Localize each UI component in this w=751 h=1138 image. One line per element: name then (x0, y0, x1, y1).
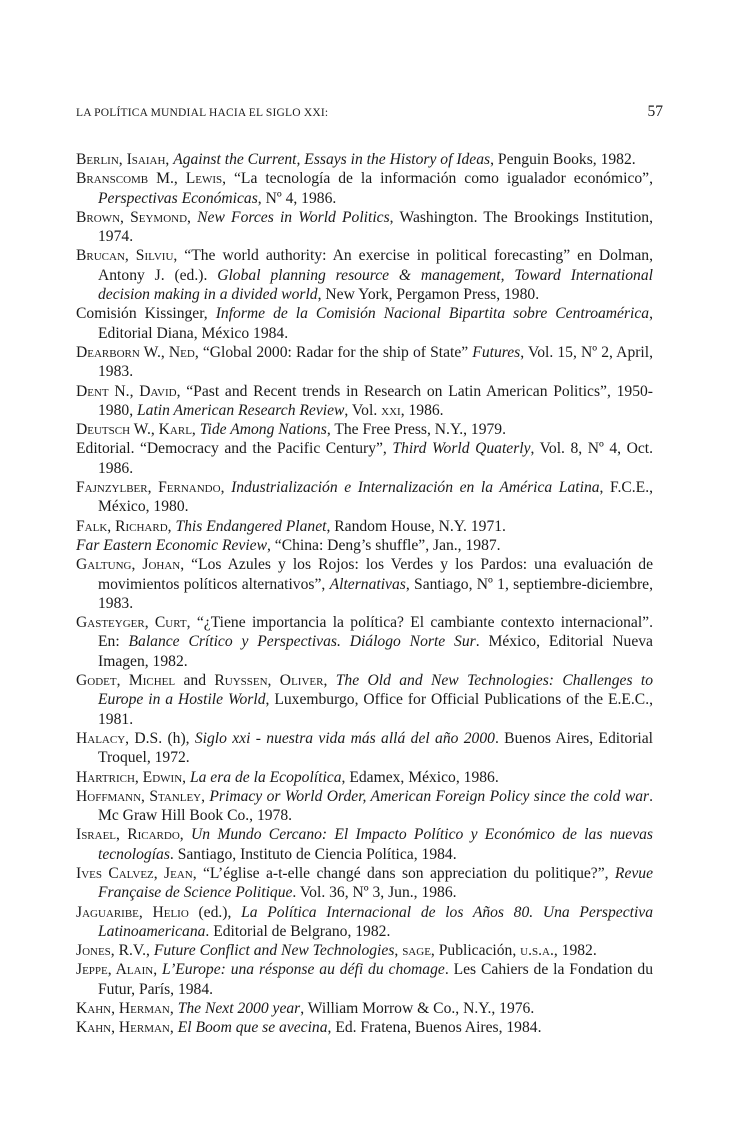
entry-author: Brucan, Silviu (76, 247, 174, 265)
entry-title: Global planning resource & management, Toward International decision making in a divided world (98, 266, 653, 304)
bibliography-entry (76, 1018, 653, 1037)
entry-title: Perspectivas Económicas (98, 189, 258, 207)
entry-title: New Forces in World Politics (197, 208, 390, 226)
bibliography-entry (76, 382, 653, 421)
entry-title: Balance Crítico y Perspectivas. Diálogo Norte Sur (128, 633, 476, 651)
entry-title: Informe de la Comisión Nacional Bipartita sobre Centroamérica (215, 305, 650, 323)
entry-text: , (169, 1000, 178, 1018)
entry-title: L’Europe: una résponse au défi du chomage (162, 961, 445, 979)
entry-title: La Política Internacional de los Años 80. Una Perspectiva Latinoamericana (98, 903, 653, 940)
bibliography-entry (76, 613, 653, 671)
entry-text: , D.S. (h), (125, 729, 195, 747)
entry-author: Falk, Richard (76, 517, 168, 535)
running-head-title: LA POLÍTICA MUNDIAL HACIA EL SIGLO XXI: (76, 107, 329, 119)
entry-title: Primacy or World Order, American Foreign Policy since the cold war (209, 787, 650, 805)
entry-text: M., (148, 170, 186, 188)
entry-text: W., (130, 421, 159, 439)
entry-text: , (153, 961, 162, 979)
bibliography-list (76, 150, 653, 1038)
entry-title: Futures (472, 343, 521, 361)
entry-author: Godet, Michel (76, 672, 176, 690)
entry-title: The Old and New Technologies: Challenges to Europe in a Hostile World (98, 672, 653, 709)
entry-text: , Edamex, México, 1986. (341, 768, 499, 786)
entry-author: Israel, Ricardo (76, 826, 180, 844)
entry-text: , Editorial Diana, México 1984. (98, 305, 653, 342)
entry-author: Brown, Seymond (76, 208, 188, 226)
entry-text: and (175, 672, 215, 690)
entry-title: Far Eastern Economic Review (76, 536, 267, 554)
entry-title: The Next 2000 year (177, 1000, 301, 1018)
entry-text: . México, Editorial Nueva Imagen, 1982. (98, 633, 653, 670)
bibliography-entry (76, 864, 653, 903)
entry-text: , William Morrow & Co., N.Y., 1976. (300, 1000, 535, 1018)
bibliography-entry (76, 903, 653, 942)
entry-title: Alternativas (329, 575, 406, 593)
entry-text: , Nº 4, 1986. (257, 189, 337, 207)
entry-title: El Boom que se avecina (177, 1019, 328, 1037)
entry-text: . Buenos Aires, Editorial Troquel, 1972. (98, 729, 653, 767)
entry-text: , “La tecnología de la información como igualador económico”, (222, 170, 653, 188)
entry-title: Revue Française de Science Politique (98, 864, 654, 902)
entry-author: Kahn, Herman (76, 1000, 170, 1018)
entry-text: Comisión Kissinger, (76, 305, 216, 323)
entry-text: , Random House, N.Y. 1971. (326, 517, 506, 535)
entry-author: David (139, 382, 177, 400)
bibliography-entry (76, 169, 653, 208)
entry-text: , “¿Tiene importancia la política? El cambiante contexto internacional”. En: (98, 614, 653, 651)
bibliography-entry (76, 246, 653, 304)
entry-text: , (220, 479, 232, 497)
entry-text: . Les Cahiers de la Fondation du Futur, París, 1984. (98, 961, 654, 998)
bibliography-entry (76, 478, 653, 517)
bibliography-entry (76, 941, 653, 960)
entry-text: , New York, Pergamon Press, 1980. (317, 286, 540, 304)
entry-text: , Publicación, (430, 942, 521, 960)
entry-author: Dearborn (76, 343, 140, 361)
entry-title: This Endangered Planet (175, 517, 327, 535)
entry-text: . Vol. 36, Nº 3, Jun., 1986. (292, 884, 457, 902)
entry-text: , (169, 1019, 178, 1037)
entry-text: , (394, 942, 403, 960)
entry-text: , (167, 517, 176, 535)
bibliography-entry (76, 671, 653, 729)
entry-text: , Santiago, Nº 1, septiembre-diciembre, 1983. (98, 575, 654, 612)
entry-author: xxi (381, 401, 401, 419)
entry-text: , Vol. 15, Nº 2, April, 1983. (98, 343, 653, 381)
entry-text: , “Global 2000: Radar for the ship of State” (194, 343, 473, 361)
bibliography-entry (76, 304, 653, 343)
entry-author: Karl (158, 421, 192, 439)
entry-text: . Mc Graw Hill Book Co., 1978. (98, 787, 653, 825)
entry-author: Branscomb (76, 170, 149, 188)
entry-author: Berlin, Isaiah (76, 151, 166, 168)
entry-text: W., (139, 343, 169, 361)
entry-author: Ives Calvez, Jean (76, 864, 193, 882)
bibliography-entry (76, 343, 653, 382)
entry-title: La era de la Ecopolítica (189, 768, 342, 786)
entry-author: Kahn, Herman (76, 1019, 170, 1037)
entry-title: Tide Among Nations (199, 421, 327, 439)
bibliography-entry (76, 536, 653, 555)
bibliography-entry (76, 555, 653, 613)
entry-text: (ed.), (188, 903, 242, 921)
entry-author: Dent (76, 382, 109, 400)
entry-author: sage (402, 942, 431, 960)
entry-author: Gasteyger, Curt (76, 614, 187, 632)
entry-author: Ned (168, 343, 195, 361)
entry-text: , (179, 826, 191, 844)
entry-text: , 1986. (400, 401, 444, 419)
entry-text: , Luxemburgo, Office for Official Publications of the E.E.C., 1981. (98, 691, 653, 728)
entry-text: N., (108, 382, 140, 400)
entry-title: Future Conflict and New Technologies (153, 942, 395, 960)
entry-title: Siglo xxi - nuestra vida más allá del año 2000 (194, 729, 495, 747)
entry-text: , Washington. The Brookings Institution, 1974. (98, 208, 653, 246)
entry-text: , “China: Deng’s shuffle”, Jan., 1987. (266, 536, 501, 554)
entry-text: , F.C.E., México, 1980. (98, 479, 653, 516)
entry-text: , (201, 787, 210, 805)
entry-text: , (191, 421, 200, 439)
running-header (76, 103, 663, 121)
entry-text: Editorial. “Democracy and the Pacific Century”, (76, 440, 393, 458)
entry-title: Industrialización e Internalización en la América Latina (231, 479, 600, 497)
bibliography-entry (76, 787, 653, 826)
entry-text: , “L’église a-t-elle changé dans son appreciation du politique?”, (192, 864, 615, 882)
bibliography-entry (76, 420, 653, 439)
bibliography-entry (76, 150, 653, 169)
entry-author: Fajnzylber, Fernando (76, 479, 221, 497)
entry-text: , 1982. (553, 942, 597, 960)
entry-title: Latin American Research Review (136, 401, 345, 419)
entry-text: , Vol. (344, 401, 382, 419)
entry-title: Against the Current, Essays in the History of Ideas (173, 151, 491, 168)
entry-author: u.s.a. (520, 942, 554, 960)
entry-text: , (187, 208, 198, 226)
entry-text: , Vol. 8, Nº 4, Oct. 1986. (98, 440, 653, 477)
entry-text: , Ed. Fratena, Buenos Aires, 1984. (327, 1019, 542, 1037)
page-number: 57 (647, 103, 663, 120)
entry-author: Halacy (76, 729, 126, 747)
entry-text: , (182, 768, 190, 786)
entry-author: Hoffmann, Stanley (76, 787, 202, 805)
entry-text: . Editorial de Belgrano, 1982. (205, 922, 391, 940)
bibliography-entry (76, 729, 653, 768)
entry-author: Jaguaribe, Helio (76, 903, 189, 921)
entry-text: , R.V., (110, 942, 154, 960)
entry-author: Deutsch (76, 421, 131, 439)
entry-text: , “Past and Recent trends in Research on Latin American Politics”, 1950-1980, (98, 382, 653, 419)
entry-author: Lewis (185, 170, 223, 188)
entry-title: Third World Quaterly (392, 440, 531, 458)
entry-author: Jeppe, Alain (76, 961, 154, 979)
entry-author: Jones (76, 942, 111, 960)
entry-title: Un Mundo Cercano: El Impacto Político y Económico de las nuevas tecnologías (98, 826, 654, 863)
entry-author: Galtung, Johan (76, 556, 181, 574)
entry-author: Ruyssen, Oliver (214, 672, 324, 690)
bibliography-entry (76, 999, 653, 1018)
bibliography-entry (76, 517, 653, 536)
entry-text: . Santiago, Instituto de Ciencia Política, 1984. (169, 845, 457, 863)
bibliography-entry (76, 960, 653, 999)
entry-text: , (323, 672, 336, 690)
entry-text: , Penguin Books, 1982. (490, 151, 636, 168)
entry-text: , “The world authority: An exercise in political forecasting” en Dolman, Antony J. (ed.). (98, 247, 653, 284)
entry-text: , “Los Azules y los Rojos: los Verdes y los Pardos: una evaluación de movimientos políticos alternativos”, (98, 556, 653, 593)
entry-text: , The Free Press, N.Y., 1979. (326, 421, 506, 439)
bibliography-entry (76, 768, 653, 787)
entry-text: , (165, 151, 174, 168)
entry-author: Hartrich, Edwin (76, 768, 183, 786)
bibliography-entry (76, 439, 653, 478)
bibliography-entry (76, 825, 653, 864)
bibliography-entry (76, 208, 653, 247)
